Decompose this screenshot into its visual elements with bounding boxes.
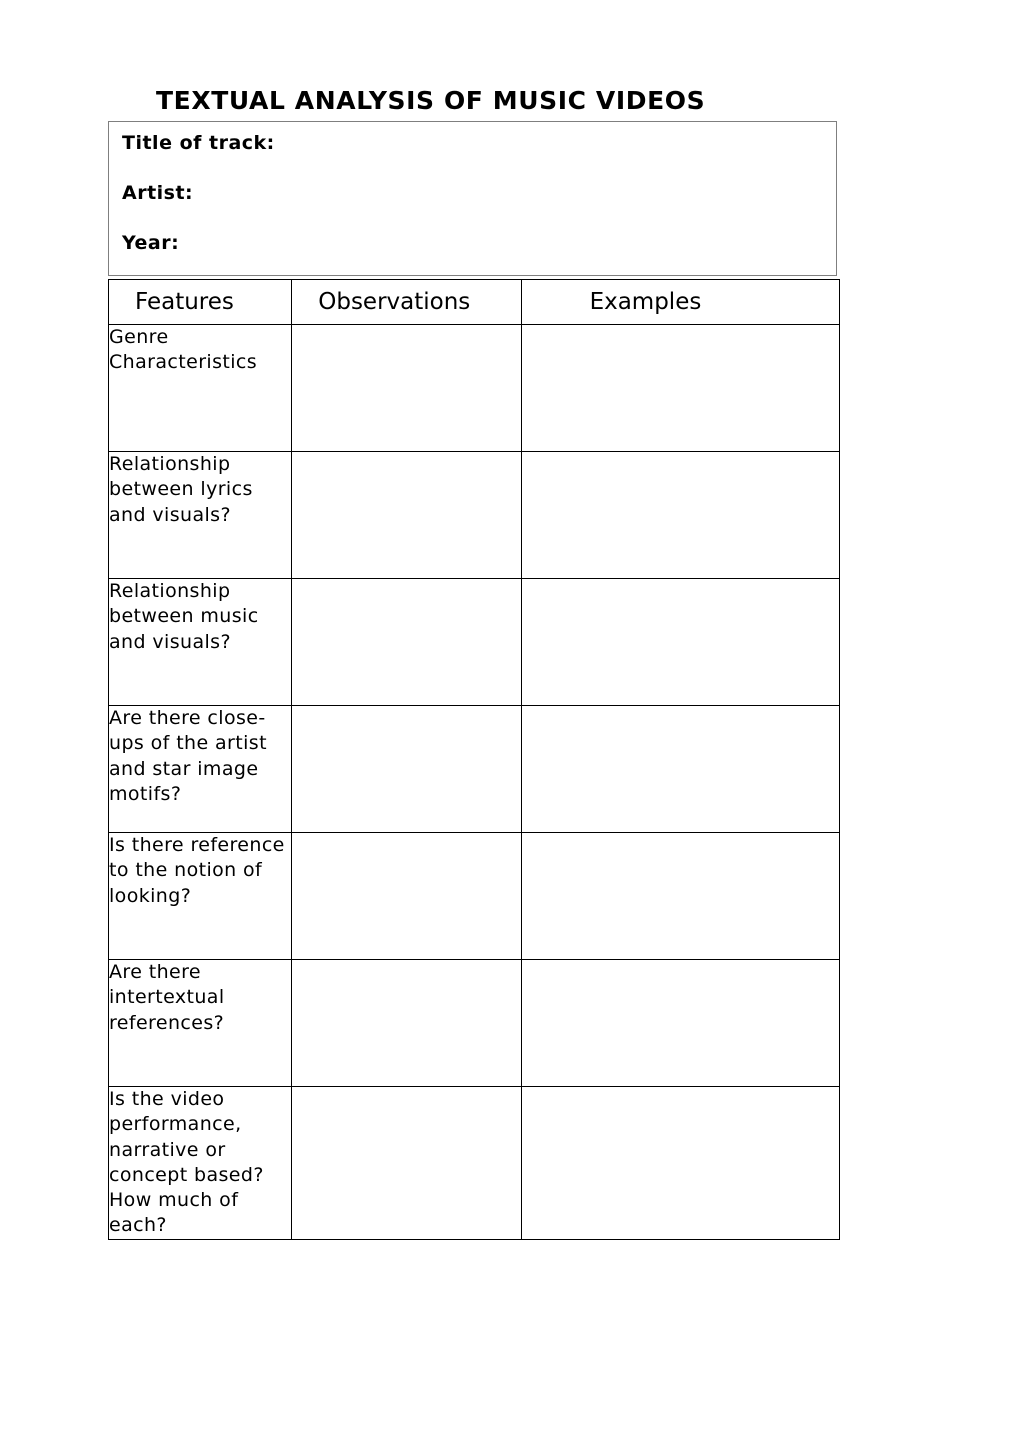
column-header-examples: Examples bbox=[521, 280, 839, 325]
analysis-table bbox=[108, 279, 840, 1240]
table-header-row bbox=[109, 280, 840, 325]
examples-cell[interactable] bbox=[521, 833, 839, 960]
column-header-observations: Observations bbox=[292, 280, 521, 325]
column-header-features: Features bbox=[109, 280, 292, 325]
feature-cell: Are there intertextual references? bbox=[109, 960, 292, 1087]
examples-cell[interactable] bbox=[521, 706, 839, 833]
table-row bbox=[109, 325, 840, 452]
year-label: Year: bbox=[122, 232, 180, 254]
feature-cell: Genre Characteristics bbox=[109, 325, 292, 452]
feature-cell: Are there close-ups of the artist and star image motifs? bbox=[109, 706, 292, 833]
observations-cell[interactable] bbox=[292, 325, 521, 452]
observations-cell[interactable] bbox=[292, 960, 521, 1087]
feature-cell: Relationship between lyrics and visuals? bbox=[109, 452, 292, 579]
table-row bbox=[109, 833, 840, 960]
artist-label: Artist: bbox=[122, 182, 194, 204]
table-row bbox=[109, 706, 840, 833]
observations-cell[interactable] bbox=[292, 1087, 521, 1240]
track-title-label: Title of track: bbox=[122, 132, 275, 154]
feature-cell: Relationship between music and visuals? bbox=[109, 579, 292, 706]
examples-cell[interactable] bbox=[521, 960, 839, 1087]
examples-cell[interactable] bbox=[521, 325, 839, 452]
track-info-box bbox=[108, 121, 837, 276]
examples-cell[interactable] bbox=[521, 1087, 839, 1240]
table-row bbox=[109, 579, 840, 706]
table-row bbox=[109, 960, 840, 1087]
table-row bbox=[109, 452, 840, 579]
observations-cell[interactable] bbox=[292, 833, 521, 960]
examples-cell[interactable] bbox=[521, 579, 839, 706]
observations-cell[interactable] bbox=[292, 706, 521, 833]
table-row bbox=[109, 1087, 840, 1240]
examples-cell[interactable] bbox=[521, 452, 839, 579]
feature-cell: Is the video performance, narrative or concept based? How much of each? bbox=[109, 1087, 292, 1240]
page-title: TEXTUAL ANALYSIS OF MUSIC VIDEOS bbox=[156, 86, 706, 115]
observations-cell[interactable] bbox=[292, 579, 521, 706]
observations-cell[interactable] bbox=[292, 452, 521, 579]
feature-cell: Is there reference to the notion of looking? bbox=[109, 833, 292, 960]
